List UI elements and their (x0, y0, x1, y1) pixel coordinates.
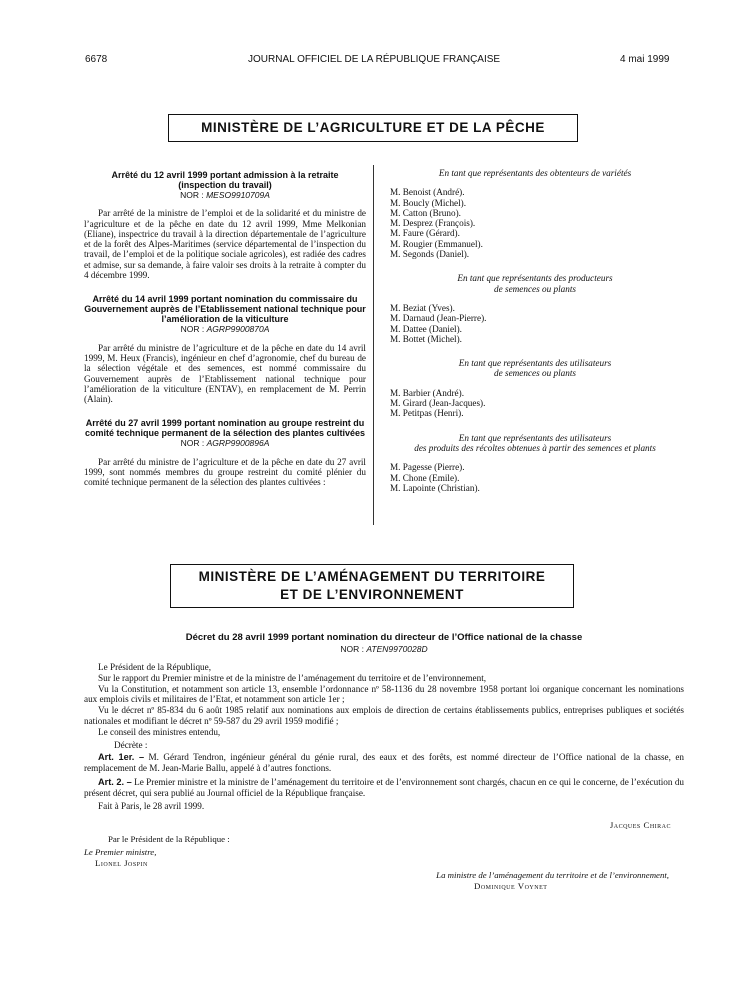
list-item: M. Bottet (Michel). (390, 333, 462, 344)
nor-line: NOR : AGRP9900896A (180, 438, 270, 449)
arrete-3 (84, 418, 366, 487)
group-heading: En tant que représentants des obtenteurs de variétés (438, 168, 632, 178)
list-item: M. Pagesse (Pierre). (390, 462, 465, 473)
decret-paragraph: Le Président de la République, (98, 662, 212, 672)
par-le-president: Par le Président de la République : (108, 834, 230, 844)
group-obtenteurs (390, 168, 680, 259)
decret-paragraph: Sur le rapport du Premier ministre et de la ministre de l’aménagement du territoire et de l’environnement, (98, 672, 487, 683)
list-item: M. Desprez (François). (390, 218, 476, 229)
member-list (390, 388, 680, 419)
arrete-body: Par arrêté du ministre de l’agriculture et de la pêche en date du 14 avril 1999, M. Heux (Francis), ingénieur en chef d’agronomie, chef du bureau de la sélection végétale et des semences, est nommé commissaire du Gouvernement auprès de l’Etablissement national technique pour l’amélioration de la viticulture (ENTAV), en remplacement de M. Perrin (Alain). (84, 342, 366, 405)
page-number: 6678 (85, 54, 108, 65)
member-list (390, 303, 680, 344)
group-heading: En tant que représentants des utilisateurs (458, 432, 612, 443)
issue-date: 4 mai 1999 (620, 54, 670, 65)
list-item: M. Boucly (Michel). (390, 197, 467, 208)
signature-president: Jacques Chirac (609, 820, 671, 830)
decret-paragraph: Vu la Constitution, et notamment son article 13, ensemble l’ordonnance nº 58-1136 du 28 novembre 1958 portant loi organique concernant les nominations aux emplois civils et militaires de l’Etat, et notamment son article 1er ; (84, 683, 684, 705)
list-item: M. Chone (Emile). (390, 472, 460, 483)
nor-line: NOR : AGRP9900870A (180, 324, 270, 335)
arrete-title: Arrêté du 14 avril 1999 portant nomination du commissaire du Gouvernement auprès de l’Etablissement national technique pour l’amélioration de la viticulture (84, 294, 366, 325)
left-column (84, 170, 366, 488)
right-column (390, 168, 680, 493)
arrete-body: Par arrêté de la ministre de l’emploi et de la solidarité et du ministre de l’agriculture et de la pêche en date du 12 avril 1999, Mme Melkonian (Eliane), inspectrice du travail à la direction départementale de l’agriculture et de la forêt des Alpes-Maritimes (service départemental de l’inspection du travail, de l’emploi et de la politique sociale agricoles), est radiée des cadres et admise, sur sa demande, à faire valoir ses droits à la retraite à compter du 4 décembre 1999. (84, 208, 366, 281)
group-heading: de semences ou plants (494, 283, 576, 294)
journal-title: JOURNAL OFFICIEL DE LA RÉPUBLIQUE FRANÇAISE (248, 54, 501, 65)
decret-body (84, 662, 684, 811)
group-producteurs (390, 273, 680, 344)
column-divider (373, 165, 374, 525)
arrete-title: Arrêté du 12 avril 1999 portant admission à la retraite (inspection du travail) (111, 170, 339, 190)
list-item: M. Rougier (Emmanuel). (390, 238, 483, 249)
group-heading: En tant que représentants des utilisateurs (458, 358, 612, 369)
decret-title: Décret du 28 avril 1999 portant nomination du directeur de l’Office national de la chasse (185, 632, 583, 643)
group-heading: des produits des récoltes obtenues à partir des semences et plants (414, 442, 656, 453)
member-list (390, 462, 680, 493)
nor-line: NOR : MESO9910709A (180, 190, 270, 200)
list-item: M. Catton (Bruno). (390, 207, 461, 218)
nor-line: NOR : ATEN9970028D (340, 644, 428, 654)
premier-ministre-title: Le Premier ministre, (84, 847, 157, 857)
group-utilisateurs-semences (390, 358, 680, 418)
group-heading: En tant que représentants des producteurs (457, 273, 613, 284)
arrete-title: Arrêté du 27 avril 1999 portant nomination au groupe restreint du comité technique permanent de la sélection des plantes cultivées (84, 418, 366, 439)
list-item: M. Faure (Gérard). (390, 228, 460, 239)
article-1: Art. 1er. – M. Gérard Tendron, ingénieur général du génie rural, des eaux et des forêts, est nommé directeur de l’Office national de la chasse, en remplacement de M. Jean-Marie Ballu, appelé à d’autres fonctions. (84, 752, 684, 774)
list-item: M. Lapointe (Christian). (390, 482, 480, 493)
list-item: M. Dattee (Daniel). (390, 323, 462, 334)
member-list (390, 187, 680, 259)
arrete-body: Par arrêté du ministre de l’agriculture et de la pêche en date du 27 avril 1999, sont nommés membres du groupe restreint du comité plénier du comité technique permanent de la sélection des plantes cultivées : (84, 456, 366, 488)
list-item: M. Segonds (Daniel). (390, 249, 470, 260)
article-2: Art. 2. – Le Premier ministre et la ministre de l’aménagement du territoire et de l’environnement sont chargés, chacun en ce qui le concerne, de l’exécution du présent décret, qui sera publié au Journal officiel de la République française. (84, 776, 685, 798)
list-item: M. Beziat (Yves). (390, 302, 455, 313)
group-heading: de semences ou plants (494, 368, 576, 379)
list-item: M. Girard (Jean-Jacques). (390, 398, 486, 409)
fait-line: Fait à Paris, le 28 avril 1999. (98, 800, 205, 811)
signature-premier-ministre: Lionel Jospin (95, 858, 148, 868)
list-item: M. Barbier (André). (390, 387, 464, 398)
decret-paragraph: Le conseil des ministres entendu, (98, 726, 221, 737)
decrete-line: Décrète : (114, 739, 148, 750)
ministry-heading-environnement: MINISTÈRE DE L’AMÉNAGEMENT DU TERRITOIRE ET DE L’ENVIRONNEMENT (170, 564, 574, 608)
arrete-1 (84, 170, 366, 280)
list-item: M. Benoist (André). (390, 187, 465, 198)
signature-ministre: Dominique Voynet (474, 881, 548, 891)
list-item: M. Petitpas (Henri). (390, 408, 464, 419)
decret-paragraph: Vu le décret nº 85-834 du 6 août 1985 relatif aux nominations aux emplois de direction de certains établissements publics, entreprises publiques et sociétés nationales et modifiant le décret nº 59-587 du 29 avril 1959 modifié ; (84, 705, 684, 726)
ministre-title: La ministre de l’aménagement du territoire et de l’environnement, (436, 870, 669, 880)
group-utilisateurs-recoltes (390, 433, 680, 493)
list-item: M. Darnaud (Jean-Pierre). (390, 313, 487, 324)
ministry-heading-agriculture: MINISTÈRE DE L’AGRICULTURE ET DE LA PÊCHE (168, 114, 578, 142)
arrete-2 (84, 294, 366, 404)
